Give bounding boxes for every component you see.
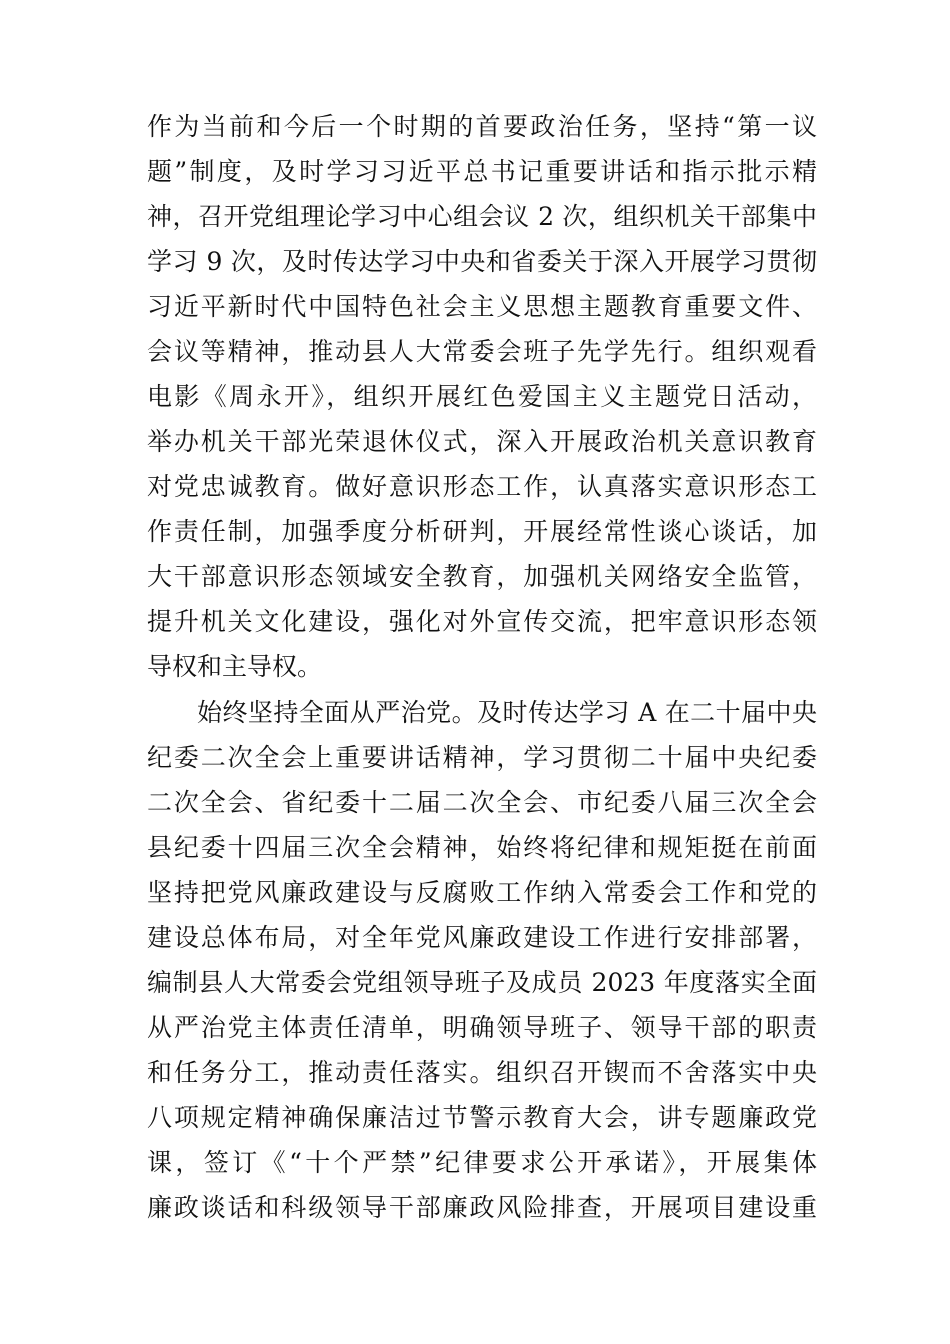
paragraph-ideology-work bbox=[147, 104, 817, 689]
text-line: 学习 9 次，及时传达学习中央和省委关于深入开展学习贯彻 bbox=[147, 247, 817, 276]
text-line: 县纪委十四届三次全会精神，始终将纪律和规矩挺在前面 bbox=[147, 833, 817, 862]
text-line: 会议等精神，推动县人大常委会班子先学先行。组织观看 bbox=[147, 337, 817, 366]
text-line: 编制县人大常委会党组领导班子及成员 2023 年度落实全面 bbox=[147, 968, 817, 997]
text-line: 八项规定精神确保廉洁过节警示教育大会，讲专题廉政党 bbox=[147, 1103, 817, 1132]
text-line: 坚持把党风廉政建设与反腐败工作纳入常委会工作和党的 bbox=[147, 878, 817, 907]
text-line: 廉政谈话和科级领导干部廉政风险排查，开展项目建设重 bbox=[147, 1193, 817, 1222]
text-line: 作为当前和今后一个时期的首要政治任务，坚持“第一议 bbox=[147, 112, 817, 141]
text-line: 神，召开党组理论学习中心组会议 2 次，组织机关干部集中 bbox=[147, 202, 817, 231]
text-line: 作责任制，加强季度分析研判，开展经常性谈心谈话，加 bbox=[147, 517, 817, 546]
text-line: 题”制度，及时学习习近平总书记重要讲话和指示批示精 bbox=[147, 157, 817, 186]
text-line: 对党忠诚教育。做好意识形态工作，认真落实意识形态工 bbox=[147, 472, 817, 501]
text-line: 和任务分工，推动责任落实。组织召开锲而不舍落实中央 bbox=[147, 1058, 817, 1087]
text-line: 二次全会、省纪委十二届二次全会、市纪委八届三次全会 bbox=[147, 788, 817, 817]
text-line: 提升机关文化建设，强化对外宣传交流，把牢意识形态领 bbox=[147, 607, 817, 636]
text-line: 建设总体布局，对全年党风廉政建设工作进行安排部署， bbox=[147, 923, 817, 952]
text-line: 电影《周永开》，组织开展红色爱国主义主题党日活动， bbox=[147, 382, 817, 411]
paragraph-party-discipline bbox=[147, 690, 817, 1230]
text-line: 举办机关干部光荣退休仪式，深入开展政治机关意识教育 bbox=[147, 427, 817, 456]
text-line: 课，签订《“十个严禁”纪律要求公开承诺》，开展集体 bbox=[147, 1148, 817, 1177]
text-line: 始终坚持全面从严治党。及时传达学习 A 在二十届中央 bbox=[197, 698, 817, 727]
text-line: 习近平新时代中国特色社会主义思想主题教育重要文件、 bbox=[147, 292, 817, 321]
text-line: 大干部意识形态领域安全教育，加强机关网络安全监管， bbox=[147, 562, 817, 591]
text-line: 从严治党主体责任清单，明确领导班子、领导干部的职责 bbox=[147, 1013, 817, 1042]
text-line: 纪委二次全会上重要讲话精神，学习贯彻二十届中央纪委 bbox=[147, 743, 817, 772]
text-line: 导权和主导权。 bbox=[147, 652, 323, 681]
